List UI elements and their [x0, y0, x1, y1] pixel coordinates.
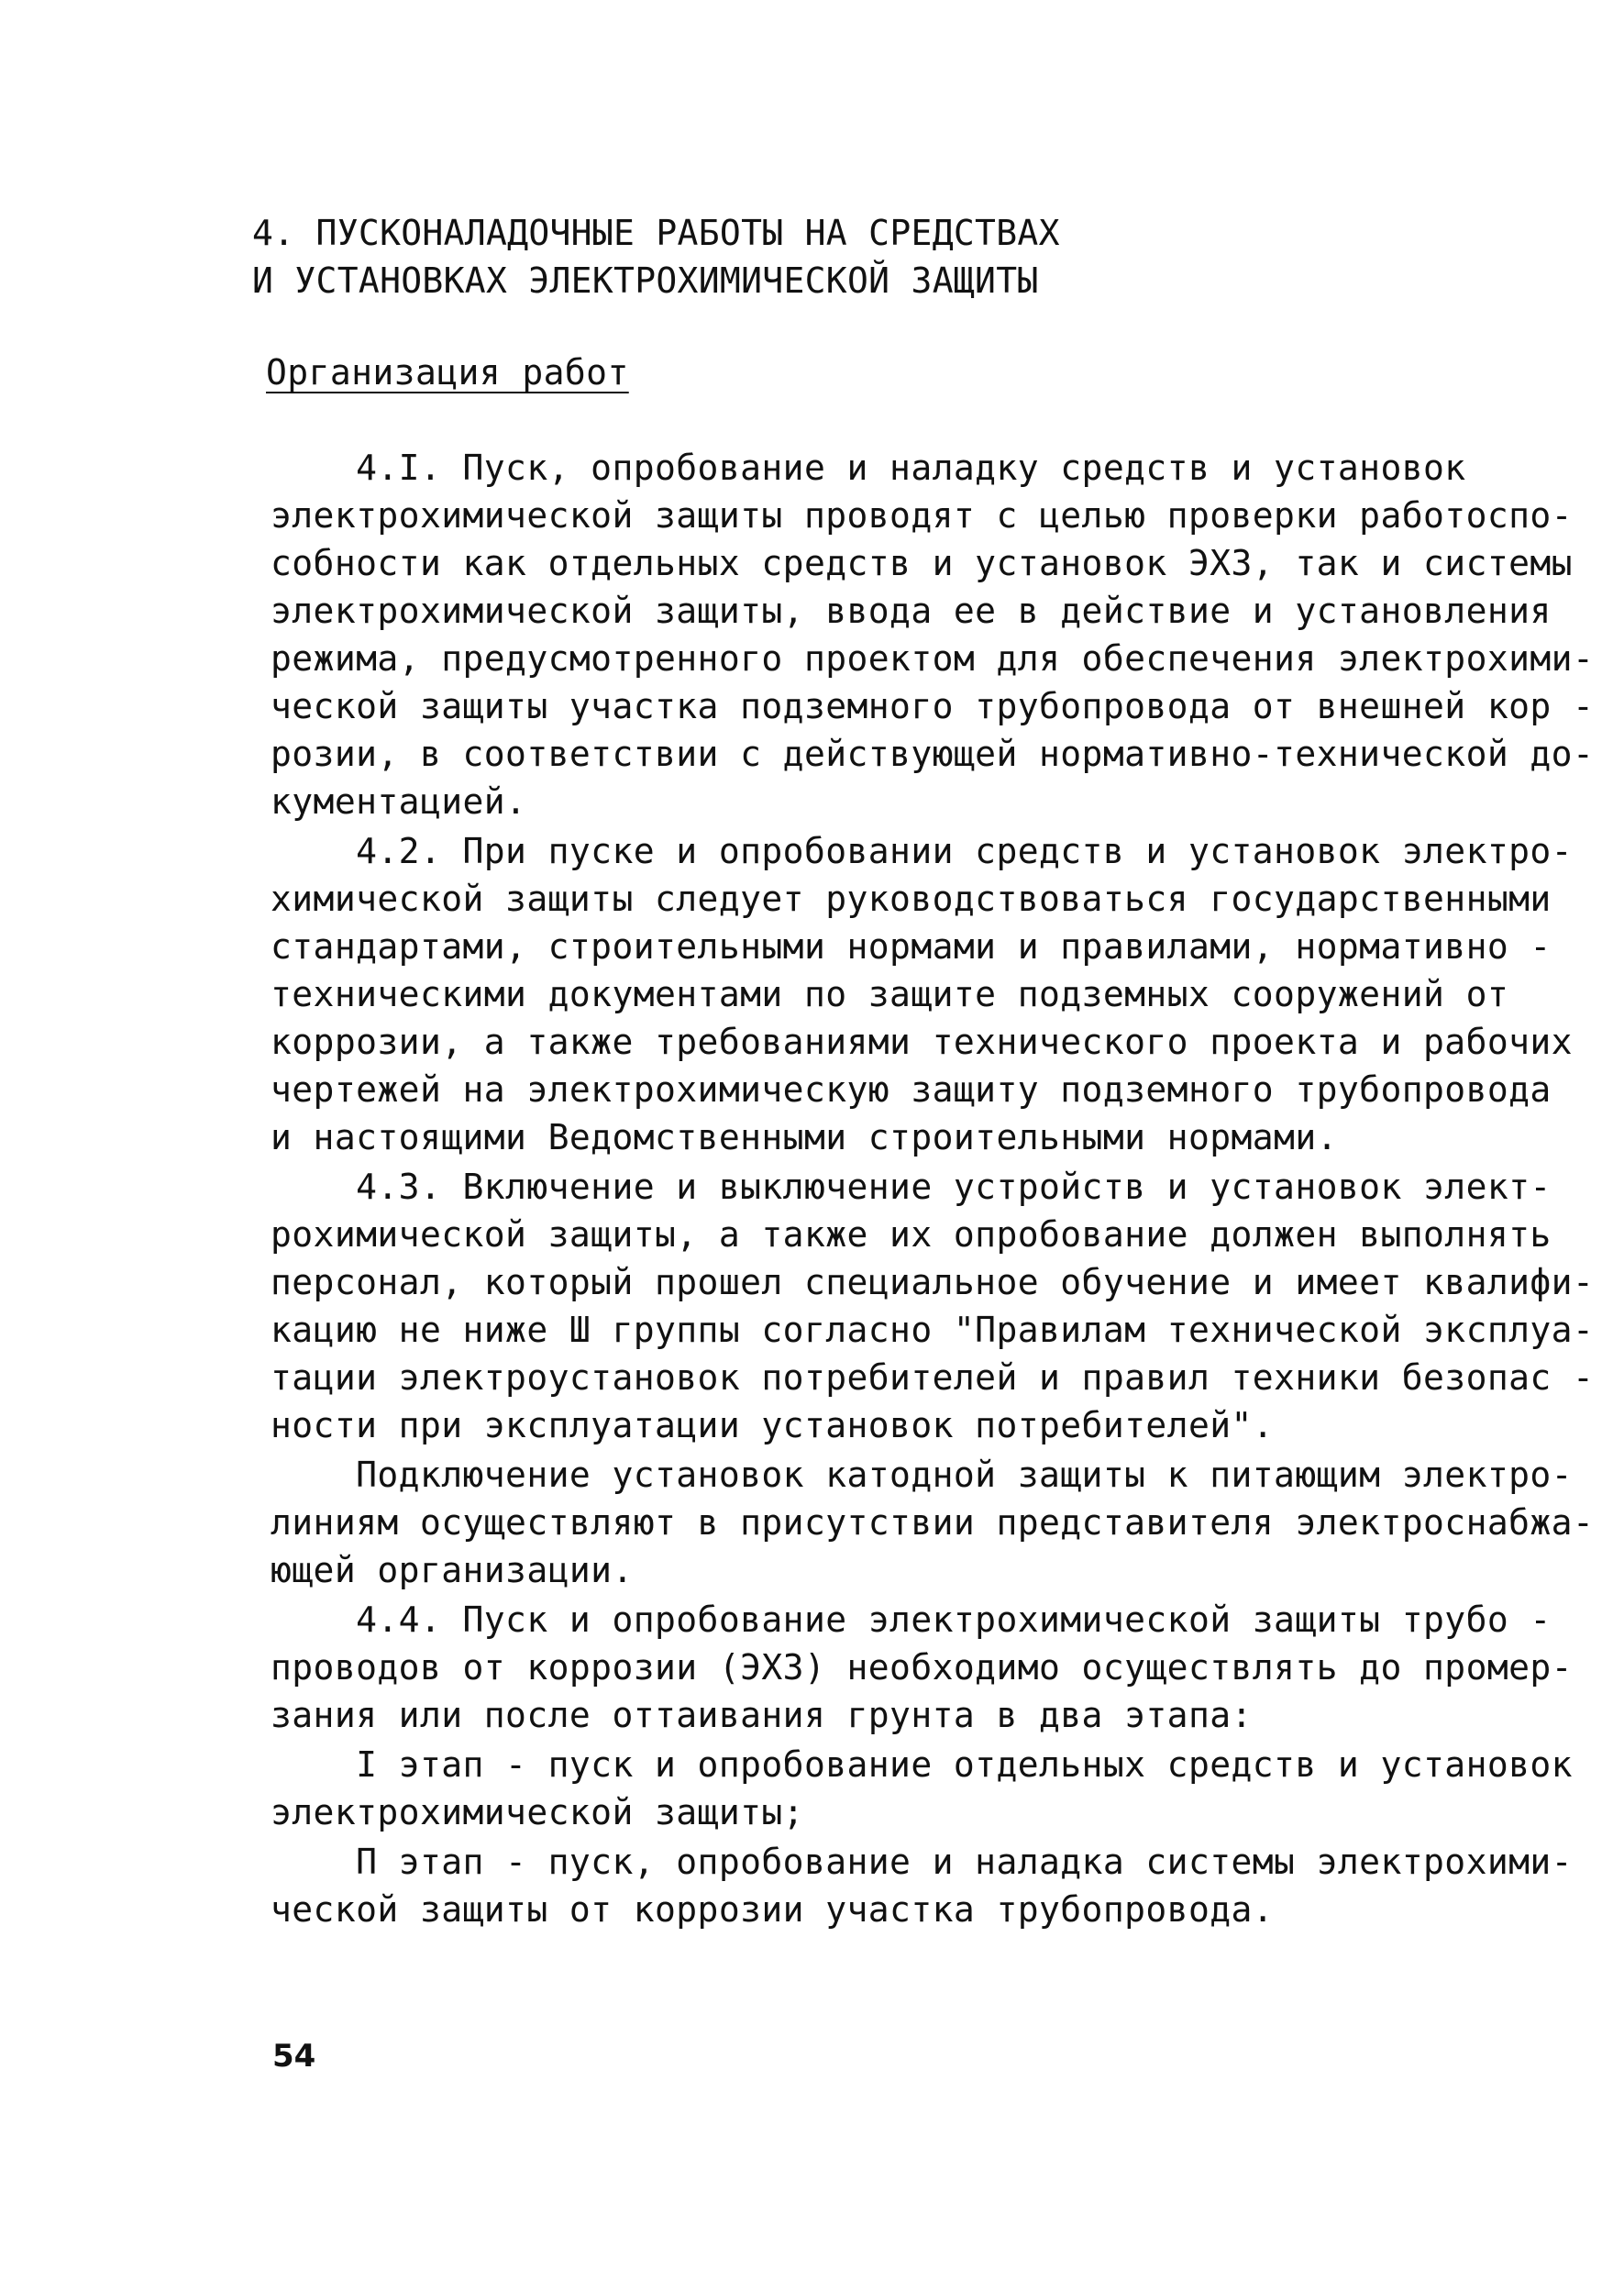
paragraph-4-2-line: стандартами, строительными нормами и правилами, нормативно -: [271, 926, 1552, 967]
paragraph-4-1-line: собности как отдельных средств и установок ЭХЗ, так и системы: [271, 543, 1573, 583]
paragraph-4-1-line: кументацией.: [271, 781, 527, 822]
paragraph-connection-line: Подключение установок катодной защиты к питающим электро-: [271, 1455, 1573, 1495]
paragraph-connection-line: ющей организации.: [271, 1550, 634, 1590]
paragraph-4-1-line: розии, в соответствии с действующей нормативно-технической до-: [271, 734, 1595, 774]
stage-2-line: ческой защиты от коррозии участка трубопровода.: [271, 1889, 1275, 1930]
paragraph-4-3-line: 4.3. Включение и выключение устройств и установок элект-: [271, 1167, 1552, 1207]
stage-2-line: П этап - пуск, опробование и наладка системы электрохими-: [271, 1842, 1573, 1882]
paragraph-4-4-line: зания или после оттаивания грунта в два этапа:: [271, 1695, 1253, 1735]
section-heading-line-2: И УСТАНОВКАХ ЭЛЕКТРОХИМИЧЕСКОЙ ЗАЩИТЫ: [252, 260, 1039, 301]
paragraph-4-2-line: коррозии, а также требованиями технического проекта и рабочих: [271, 1022, 1573, 1062]
paragraph-connection-line: линиям осуществляют в присутствии представителя электроснабжа-: [271, 1502, 1595, 1543]
paragraph-4-2-line: 4.2. При пуске и опробовании средств и установок электро-: [271, 831, 1573, 871]
paragraph-4-2-line: химической защиты следует руководствоваться государственными: [271, 879, 1552, 919]
paragraph-4-1-line: 4.I. Пуск, опробование и наладку средств и установок: [271, 448, 1466, 488]
paragraph-4-1-line: режима, предусмотренного проектом для обеспечения электрохими-: [271, 638, 1595, 679]
paragraph-4-4-line: проводов от коррозии (ЭХЗ) необходимо осуществлять до промер-: [271, 1647, 1573, 1688]
subheading-organization: Организация работ: [266, 352, 629, 393]
paragraph-4-3-line: рохимической защиты, а также их опробование должен выполнять: [271, 1214, 1552, 1255]
paragraph-4-2-line: техническими документами по защите подземных сооружений от: [271, 974, 1509, 1014]
paragraph-4-3-line: ности при эксплуатации установок потребителей".: [271, 1405, 1275, 1445]
stage-1-line: электрохимической защиты;: [271, 1792, 804, 1832]
page-number: 54: [272, 2038, 316, 2075]
paragraph-4-2-line: и настоящими Ведомственными строительными нормами.: [271, 1117, 1338, 1157]
paragraph-4-1-line: ческой защиты участка подземного трубопровода от внешней кор -: [271, 686, 1595, 726]
paragraph-4-3-line: кацию не ниже Ш группы согласно "Правилам технической эксплуа-: [271, 1310, 1595, 1350]
paragraph-4-3-line: тации электроустановок потребителей и правил техники безопас -: [271, 1357, 1595, 1398]
paragraph-4-4-line: 4.4. Пуск и опробование электрохимической защиты трубо -: [271, 1599, 1552, 1640]
paragraph-4-1-line: электрохимической защиты проводят с целью проверки работоспо-: [271, 495, 1573, 536]
stage-1-line: I этап - пуск и опробование отдельных средств и установок: [271, 1744, 1573, 1785]
paragraph-4-2-line: чертежей на электрохимическую защиту подземного трубопровода: [271, 1069, 1552, 1110]
section-heading-line-1: 4. ПУСКОНАЛАДОЧНЫЕ РАБОТЫ НА СРЕДСТВАХ: [252, 213, 1060, 253]
paragraph-4-1-line: электрохимической защиты, ввода ее в действие и установления: [271, 591, 1552, 631]
paragraph-4-3-line: персонал, который прошел специальное обучение и имеет квалифи-: [271, 1262, 1595, 1302]
